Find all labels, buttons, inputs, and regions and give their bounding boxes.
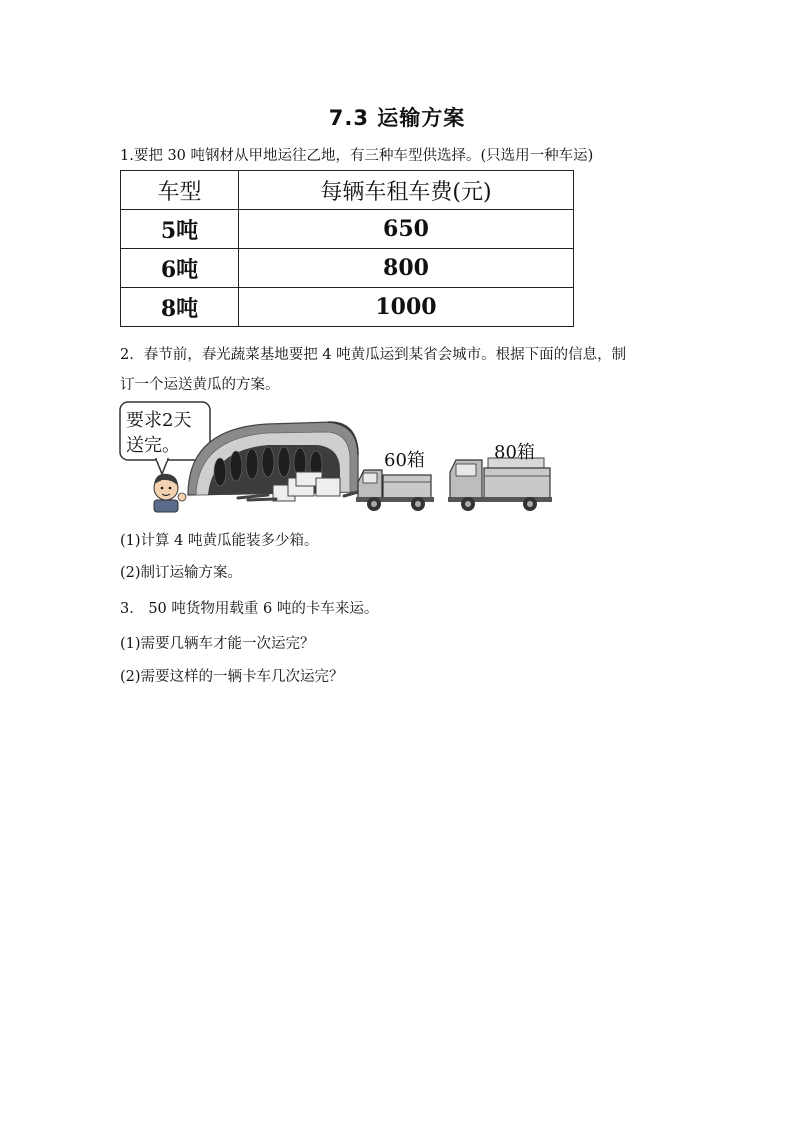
question-2-line-1: 2．春节前，春光蔬菜基地要把 4 吨黄瓜运到某省会城市。根据下面的信息，制 — [120, 347, 627, 363]
speech-bubble-line-2: 送完。 — [126, 435, 180, 456]
page-title: 7.3 运输方案 — [328, 106, 466, 130]
question-1-text: 1.要把 30 吨钢材从甲地运往乙地，有三种车型供选择。(只选用一种车运) — [120, 148, 594, 164]
header-truck-type: 车型 — [121, 171, 239, 210]
header-rental-fee: 每辆车租车费(元) — [239, 171, 574, 210]
question-2-sub-2: (2)制订运输方案。 — [120, 565, 243, 581]
question-3-sub-2: (2)需要这样的一辆卡车几次运完？ — [120, 669, 344, 685]
truck-type-cell: 6吨 — [121, 249, 239, 288]
boy-icon — [154, 474, 186, 512]
speech-bubble-line-1: 要求2天 — [126, 410, 192, 431]
question-2-sub-1: (1)计算 4 吨黄瓜能装多少箱。 — [120, 533, 319, 549]
table-row — [121, 288, 574, 327]
speech-bubble-text — [126, 408, 210, 458]
table-row — [121, 210, 574, 249]
truck-80-boxes-icon — [448, 458, 552, 511]
table-row — [121, 249, 574, 288]
rental-fee-table — [120, 170, 574, 327]
question-3-sub-1: (1)需要几辆车才能一次运完？ — [120, 636, 315, 652]
truck-type-cell: 8吨 — [121, 288, 239, 327]
fee-cell: 800 — [239, 249, 574, 288]
table-header-row — [121, 171, 574, 210]
question-3-text: 3． 50 吨货物用载重 6 吨的卡车来运。 — [120, 601, 379, 617]
fee-cell: 1000 — [239, 288, 574, 327]
truck-2-label: 80箱 — [494, 442, 535, 463]
truck-type-cell: 5吨 — [121, 210, 239, 249]
truck-1-label: 60箱 — [384, 450, 425, 471]
truck-60-boxes-icon — [356, 470, 434, 511]
question-2-line-2: 订一个运送黄瓜的方案。 — [120, 377, 280, 393]
fee-cell: 650 — [239, 210, 574, 249]
